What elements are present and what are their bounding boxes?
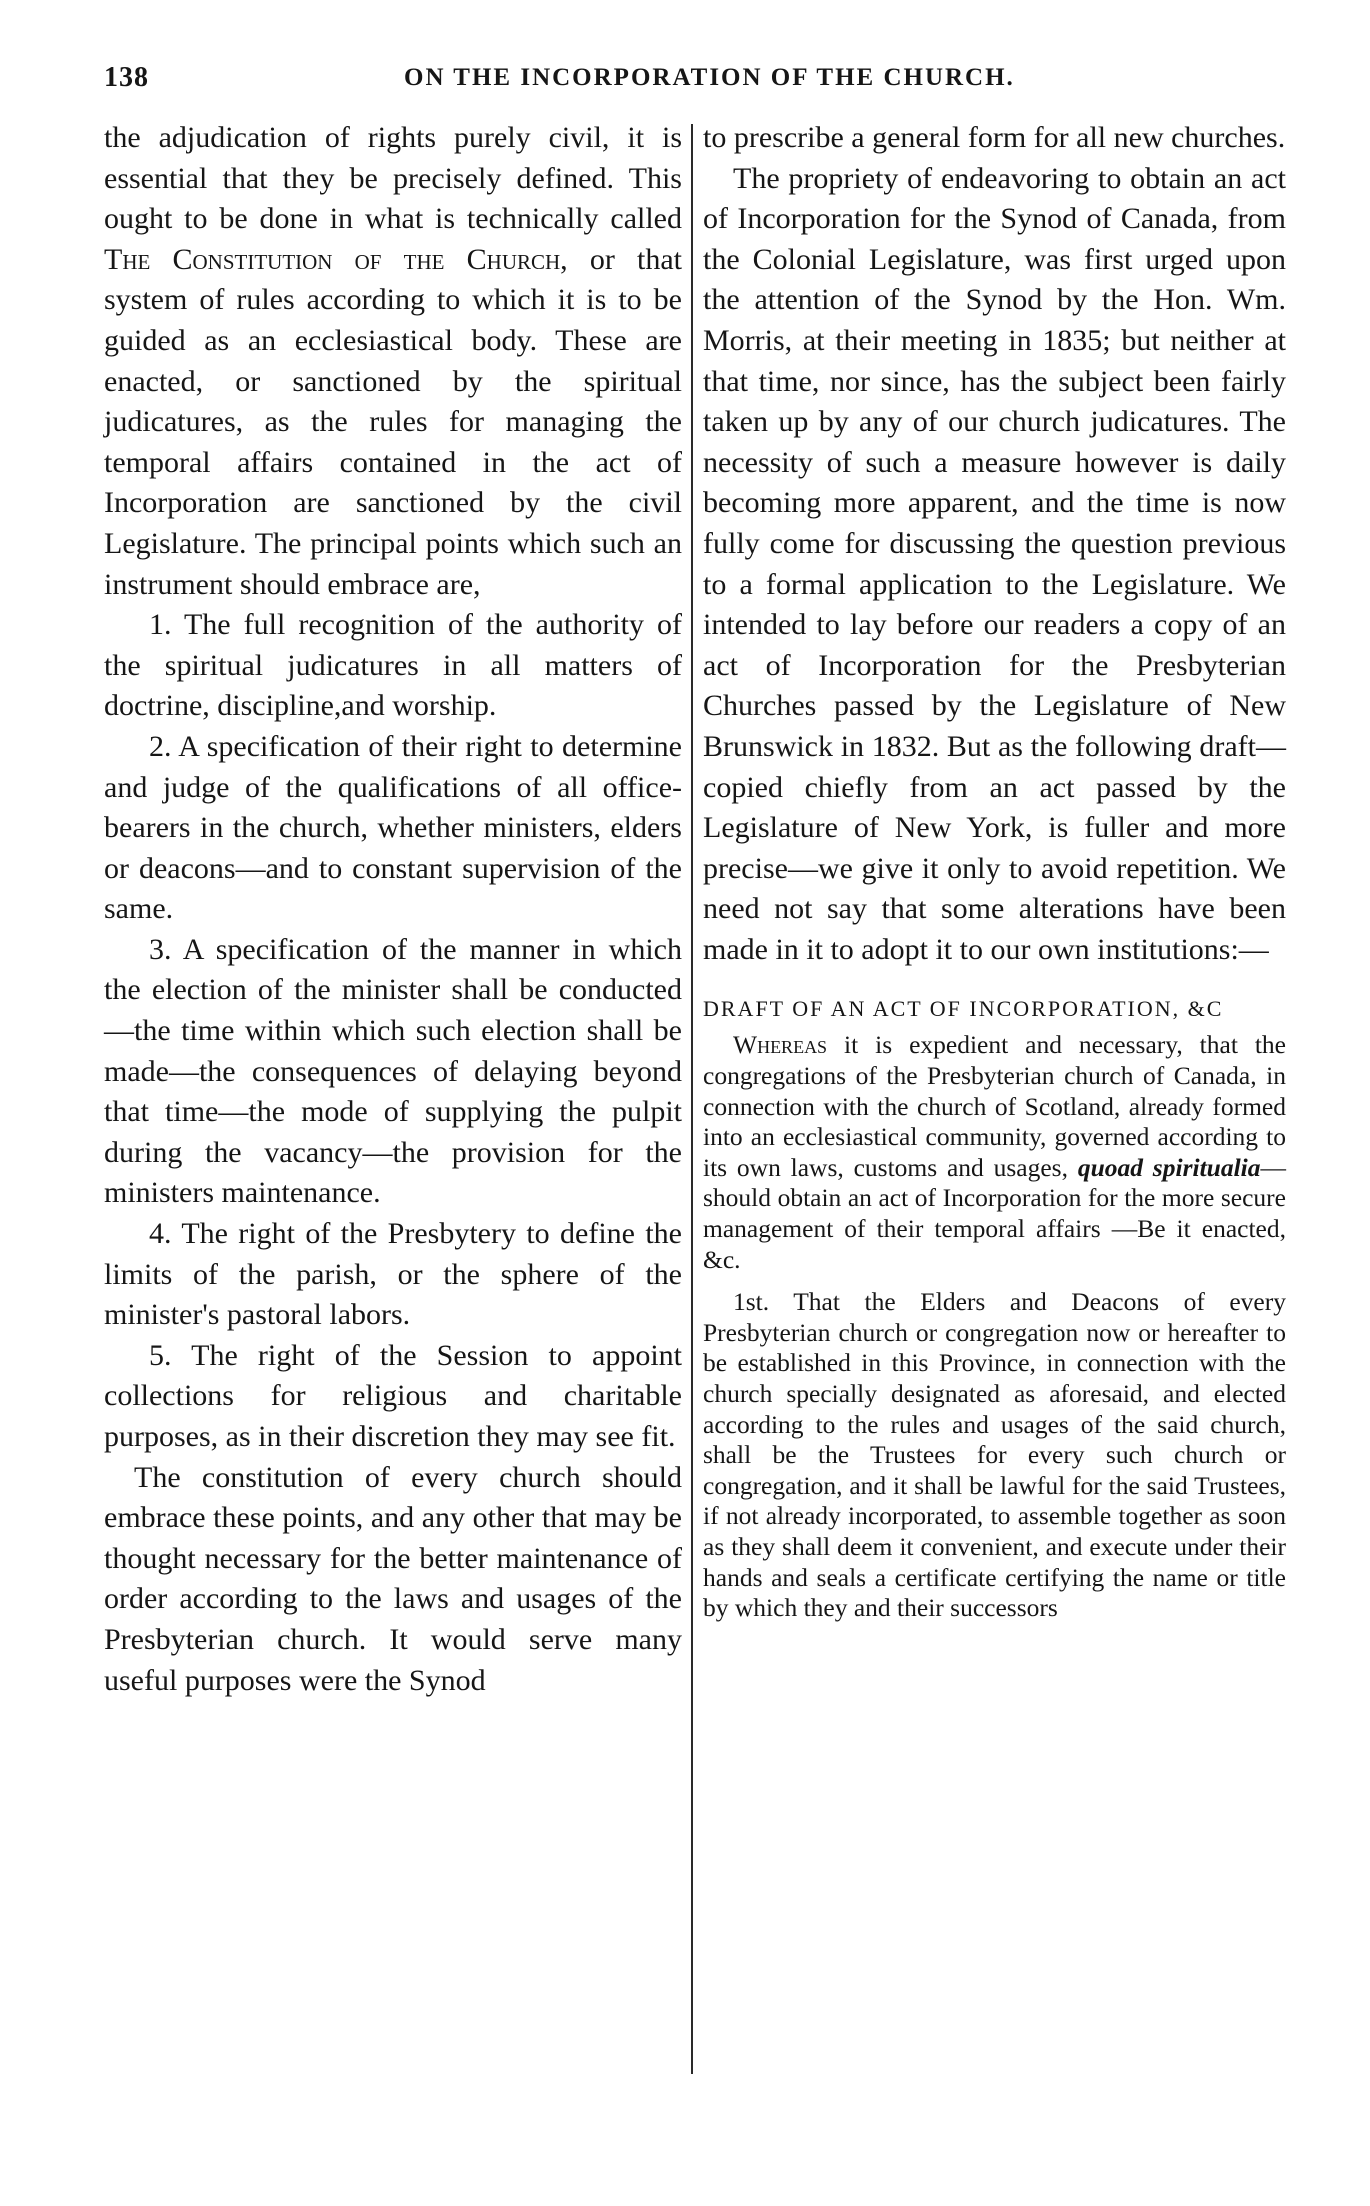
draft-heading: DRAFT OF AN ACT OF INCORPORATION, &C	[703, 996, 1224, 1022]
right-column	[703, 118, 1286, 1624]
whereas-text-a: it is expedient and necessary, that the congregations of the Presbyterian church of Canada, in connection with the church of Scotland, already formed into an ecclesiastical community, governed according to its own laws, customs and usages,	[703, 1030, 1286, 1182]
quoad-spiritualia: quoad spiritualia	[1077, 1152, 1261, 1182]
paragraph-constitution: The constitution of every church should embrace these points, and any other that may be thought necessary for the better maintenance of order according to the laws and usages of the Presbyterian church. It would serve many useful purposes were the Synod	[104, 1460, 682, 1697]
list-item-5: 5. The right of the Session to appoint collections for religious and charitable purposes, as in their discretion they may see fit.	[104, 1338, 682, 1453]
column-divider	[691, 124, 693, 2074]
constitution-term: The Constitution of the Church	[104, 242, 561, 276]
list-item-1: 1. The full recognition of the authority of the spiritual judicatures in all matters of doctrine, discipline,and worship.	[104, 608, 682, 723]
whereas-text-b: —should obtain an act of Incorporation for the more secure management of their temporal affairs —Be it enacted, &c.	[703, 1152, 1287, 1274]
list-item-2: 2. A specification of their right to determine and judge of the qualifications of all office-bearers in the church, whether ministers, elders or deacons—and to constant supervision of the same.	[104, 729, 682, 926]
list-item-3: 3. A specification of the manner in which the election of the minister shall be conducted—the time within which such election shall be made—the consequences of delaying beyond that time—the mode of supplying the pulpit during the vacancy—the provision for the ministers maintenance.	[104, 932, 682, 1210]
list-item-4: 4. The right of the Presbytery to define the limits of the parish, or the sphere of the minister's pastoral labors.	[104, 1217, 682, 1332]
whereas-clause	[703, 1030, 1286, 1275]
section-first: 1st. That the Elders and Deacons of every Presbyterian church or congregation now or hereafter to be established in this Province, in connection with the church specially designated as aforesaid, and elected according to the rules and usages of the said church, shall be the Trustees for every such church or congregation, and it shall be lawful for the said Trustees, if not already incorporated, to assemble together as soon as they shall deem it convenient, and execute under their hands and seals a certificate certifying the name or title by which they and their successors	[703, 1287, 1286, 1623]
paragraph-propriety: The propriety of endeavoring to obtain an act of Incorporation for the Synod of Canada, from the Colonial Legislature, was first urged upon the attention of the Synod by the Hon. Wm. Morris, at their meeting in 1835; but neither at that time, nor since, has the subject been fairly taken up by any of our church judicatures. The necessity of such a measure however is daily becoming more apparent, and the time is now fully come for discussing the question previous to a formal application to the Legislature. We intended to lay before our readers a copy of an act of Incorporation for the Presbyterian Churches passed by the Legislature of New Brunswick in 1832. But as the following draft—copied chiefly from an act passed by the Legislature of New York, is fuller and more precise—we give it only to avoid repetition. We need not say that some alterations have been made in it to adopt it to our own institutions:—	[703, 161, 1286, 966]
whereas-word: Whereas	[733, 1030, 828, 1060]
paragraph-intro	[104, 118, 682, 605]
running-head	[104, 62, 1284, 102]
intro-text-end: , or that system of rules according to which it is to be guided as an ecclesiastical body. These are enacted, or sanctioned by the spiritual judicatures, as the rules for managing the temporal affairs contained in the act of Incorporation are sanctioned by the civil Legislature. The principal points which such an instrument should embrace are,	[104, 242, 682, 601]
page-number: 138	[104, 62, 149, 93]
paragraph-continuation: to prescribe a general form for all new churches.	[703, 121, 1286, 154]
running-title: ON THE INCORPORATION OF THE CHURCH.	[404, 64, 1015, 91]
intro-text: the adjudication of rights purely civil, it is essential that they be precisely defined. This ought to be done in what is technically called	[104, 121, 682, 236]
left-column	[104, 118, 682, 1701]
